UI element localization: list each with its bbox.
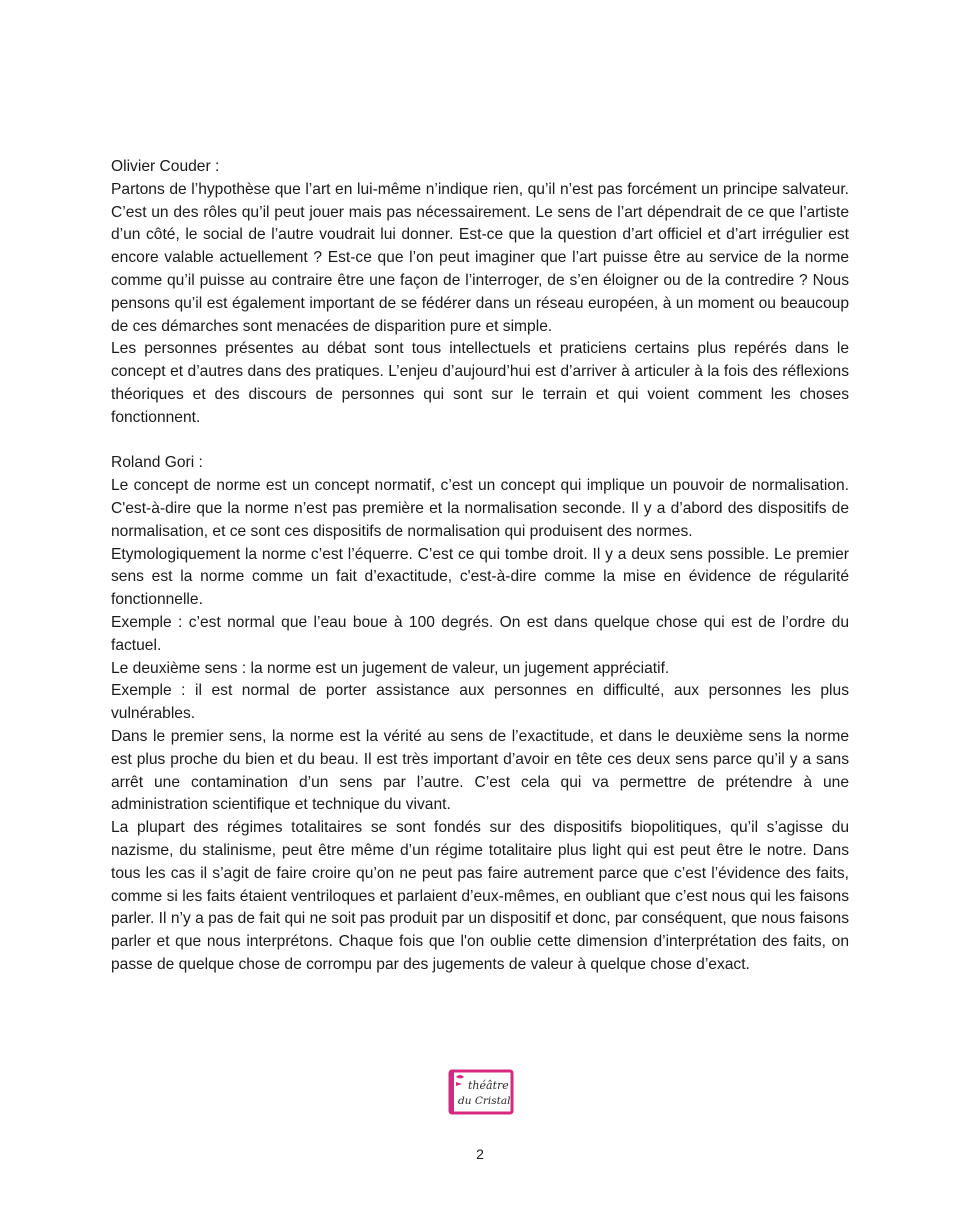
paragraph: La plupart des régimes totalitaires se sont fondés sur des dispositifs biopolitiques, qu’il s’agisse du nazisme, du stalinisme, peut être même d’un régime totalitaire plus light qui est peut être le notre. Dans tous les cas il s’agit de faire croire qu’on ne peut pas faire autrement parce que c’est l’évidence des faits, comme si les faits étaient ventriloques et parlaient d’eux-mêmes, en oubliant que c’est nous qui les faisons parler. Il n’y a pas de fait qui ne soit pas produit par un dispositif et donc, par conséquent, que nous faisons parler et que nous interprétons. Chaque fois que l'on oublie cette dimension d’interprétation des faits, on passe de quelque chose de corrompu par des jugements de valeur à quelque chose d’exact.: [111, 819, 849, 973]
page-number: 2: [476, 1146, 484, 1162]
section-spacer: [111, 430, 849, 453]
document-body: [111, 156, 849, 977]
speaker-olivier-couder: Olivier Couder :: [111, 158, 220, 175]
paragraph: Les personnes présentes au débat sont tous intellectuels et praticiens certains plus repérés dans le concept et d’autres dans des pratiques. L’enjeu d’aujourd’hui est d’arriver à articuler à la fois des réflexions théoriques et des discours de personnes qui sont sur le terrain et qui voient comment les choses fonctionnent.: [111, 340, 849, 426]
paragraph: Le deuxième sens : la norme est un jugement de valeur, un jugement appréciatif.: [111, 659, 670, 677]
paragraph: Exemple : c’est normal que l’eau boue à 100 degrés. On est dans quelque chose qui est de l’ordre du factuel.: [111, 613, 849, 654]
paragraph: Partons de l’hypothèse que l’art en lui-même n’indique rien, qu’il n’est pas forcément un principe salvateur. C’est un des rôles qu’il peut jouer mais pas nécessairement. Le sens de l’art dépendrait de ce que l’artiste d’un côté, le social de l’autre voudrait lui donner. Est-ce que la question d’art officiel et d’art irrégulier est encore valable actuellement ? Est-ce que l’on peut imaginer que l’art puisse être au service de la norme comme qu’il puisse au contraire être une façon de l’interroger, de s’en éloigner ou de la contredire ? Nous pensons qu’il est également important de se fédérer dans un réseau européen, à un moment ou beaucoup de ces démarches sont menacées de disparition pure et simple.: [111, 180, 849, 335]
paragraph: Dans le premier sens, la norme est la vérité au sens de l’exactitude, et dans le deuxième sens la norme est plus proche du bien et du beau. Il est très important d’avoir en tête ces deux sens parce qu’il y a sans arrêt une contamination d’un sens par l’autre. C’est cela qui va permettre de prétendre à une administration scientifique et technique du vivant.: [111, 727, 849, 814]
paragraph: Exemple : il est normal de porter assistance aux personnes en difficulté, aux personnes les plus vulnérables.: [111, 682, 849, 723]
paragraph: Le concept de norme est un concept normatif, c’est un concept qui implique un pouvoir de normalisation. C'est-à-dire que la norme n’est pas première et la normalisation seconde. Il y a d’abord des dispositifs de normalisation, et ce sont ces dispositifs de normalisation qui produisent des normes.: [111, 477, 849, 540]
speaker-roland-gori: Roland Gori :: [111, 454, 203, 472]
logo-line1: théâtre: [468, 1079, 509, 1092]
paragraph: Etymologiquement la norme c’est l’équerre. C’est ce qui tombe droit. Il y a deux sens possible. Le premier sens est la norme comme un fait d’exactitude, c'est-à-dire comme la mise en évidence de régularité fonctionnelle.: [111, 545, 849, 609]
logo-line2: du Cristal: [458, 1095, 511, 1107]
theatre-du-cristal-logo: [448, 1068, 514, 1116]
